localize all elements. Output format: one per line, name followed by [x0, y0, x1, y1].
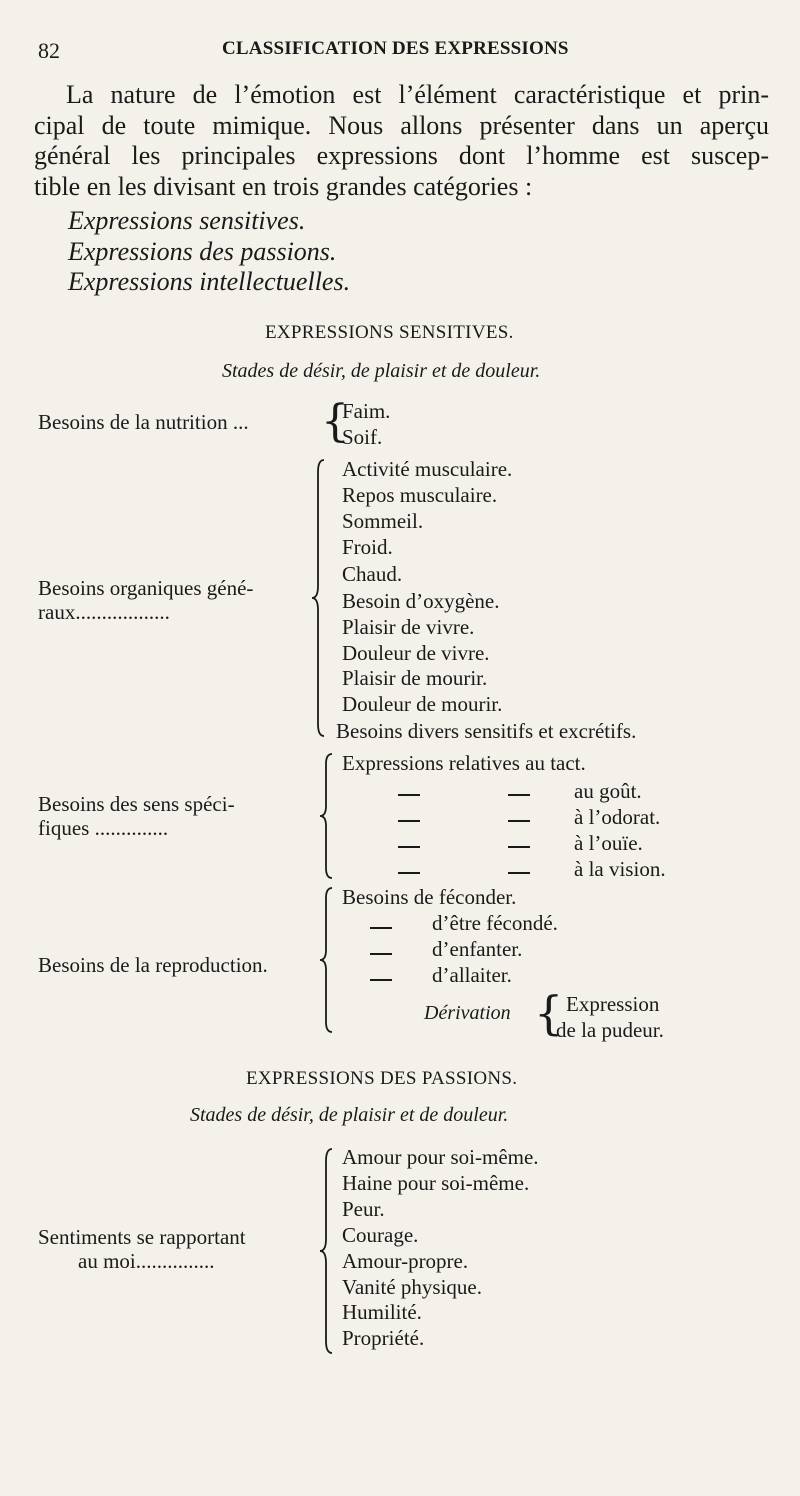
brace-icon: { [534, 986, 564, 1040]
ditto-dash [398, 846, 420, 848]
list-item: Froid. [342, 535, 393, 559]
list-item: Douleur de mourir. [342, 692, 503, 716]
list-item: à la vision. [574, 857, 666, 881]
page-number: 82 [38, 38, 60, 63]
list-item: Expression [566, 992, 660, 1016]
list-item: Besoins divers sensitifs et excrétifs. [336, 719, 637, 743]
group-label-moi-cont: au moi............... [78, 1249, 215, 1273]
intro-line: général les principales expressions dont l’homme est suscep- [34, 141, 769, 170]
category-item: Expressions sensitives. [68, 206, 306, 235]
ditto-dash [370, 927, 392, 929]
list-item: au goût. [574, 779, 642, 803]
list-item: Soif. [342, 425, 383, 449]
list-item: Repos musculaire. [342, 483, 498, 507]
category-item: Expressions des passions. [68, 236, 337, 266]
ditto-dash [508, 872, 530, 874]
category-list [68, 206, 350, 298]
ditto-dash [508, 820, 530, 822]
list-item: Chaud. [342, 562, 403, 586]
ditto-dash [398, 872, 420, 874]
list-item: Humilité. [342, 1300, 422, 1324]
intro-line: tible en les divisant en trois grandes catégories : [34, 171, 533, 201]
list-item: Plaisir de mourir. [342, 666, 488, 690]
list-item: Peur. [342, 1197, 385, 1221]
list-item: à l’ouïe. [574, 831, 643, 855]
group-label-reproduction: Besoins de la reproduction. [38, 953, 268, 977]
ditto-dash [508, 846, 530, 848]
derivation-label: Dérivation [424, 1002, 511, 1024]
list-item: Faim. [342, 399, 391, 423]
intro-line: La nature de l’émotion est l’élément caractéristique et prin- [66, 80, 769, 109]
list-item: Amour pour soi-même. [342, 1145, 539, 1169]
list-item: à l’odorat. [574, 805, 661, 829]
list-item: Courage. [342, 1223, 419, 1247]
section-stades: Stades de désir, de plaisir et de douleur. [190, 1104, 509, 1126]
category-item: Expressions intellectuelles. [68, 267, 351, 296]
list-item: Besoins de féconder. [342, 885, 517, 909]
list-item: Plaisir de vivre. [342, 615, 475, 639]
section-title: EXPRESSIONS SENSITIVES. [265, 322, 514, 343]
brace-icon [318, 1147, 338, 1355]
list-item: Expressions relatives au tact. [342, 751, 586, 775]
ditto-dash [398, 794, 420, 796]
brace-icon [310, 458, 330, 738]
list-item: d’enfanter. [432, 937, 523, 961]
ditto-dash [370, 953, 392, 955]
group-label-moi: Sentiments se rapportant [38, 1225, 246, 1249]
group-label-sens: Besoins des sens spéci- [38, 792, 235, 816]
brace-icon: { [321, 396, 349, 447]
intro-paragraph [34, 80, 769, 202]
group-label-organiques-cont: raux.................. [38, 600, 170, 624]
list-item: Activité musculaire. [342, 457, 513, 481]
list-item: Propriété. [342, 1326, 425, 1350]
list-item: de la pudeur. [556, 1018, 664, 1042]
list-item: Haine pour soi-même. [342, 1171, 530, 1195]
group-label-organiques: Besoins organiques géné- [38, 576, 254, 600]
section-stades: Stades de désir, de plaisir et de douleur. [222, 360, 541, 382]
list-item: Sommeil. [342, 509, 424, 533]
running-title: CLASSIFICATION DES EXPRESSIONS [222, 38, 569, 59]
intro-line: cipal de toute mimique. Nous allons présenter dans un aperçu [34, 110, 769, 140]
ditto-dash [370, 979, 392, 981]
ditto-dash [398, 820, 420, 822]
list-item: Douleur de vivre. [342, 641, 490, 665]
group-label-sens-cont: fiques .............. [38, 816, 169, 840]
list-item: d’allaiter. [432, 963, 512, 987]
list-item: Amour-propre. [342, 1249, 469, 1273]
list-item: Besoin d’oxygène. [342, 589, 500, 613]
list-item: d’être fécondé. [432, 911, 558, 935]
group-label-nutrition: Besoins de la nutrition ... [38, 410, 249, 434]
section-title: EXPRESSIONS DES PASSIONS. [246, 1068, 518, 1089]
brace-icon [318, 886, 338, 1034]
list-item: Vanité physique. [342, 1275, 482, 1299]
ditto-dash [508, 794, 530, 796]
brace-icon [318, 752, 338, 880]
